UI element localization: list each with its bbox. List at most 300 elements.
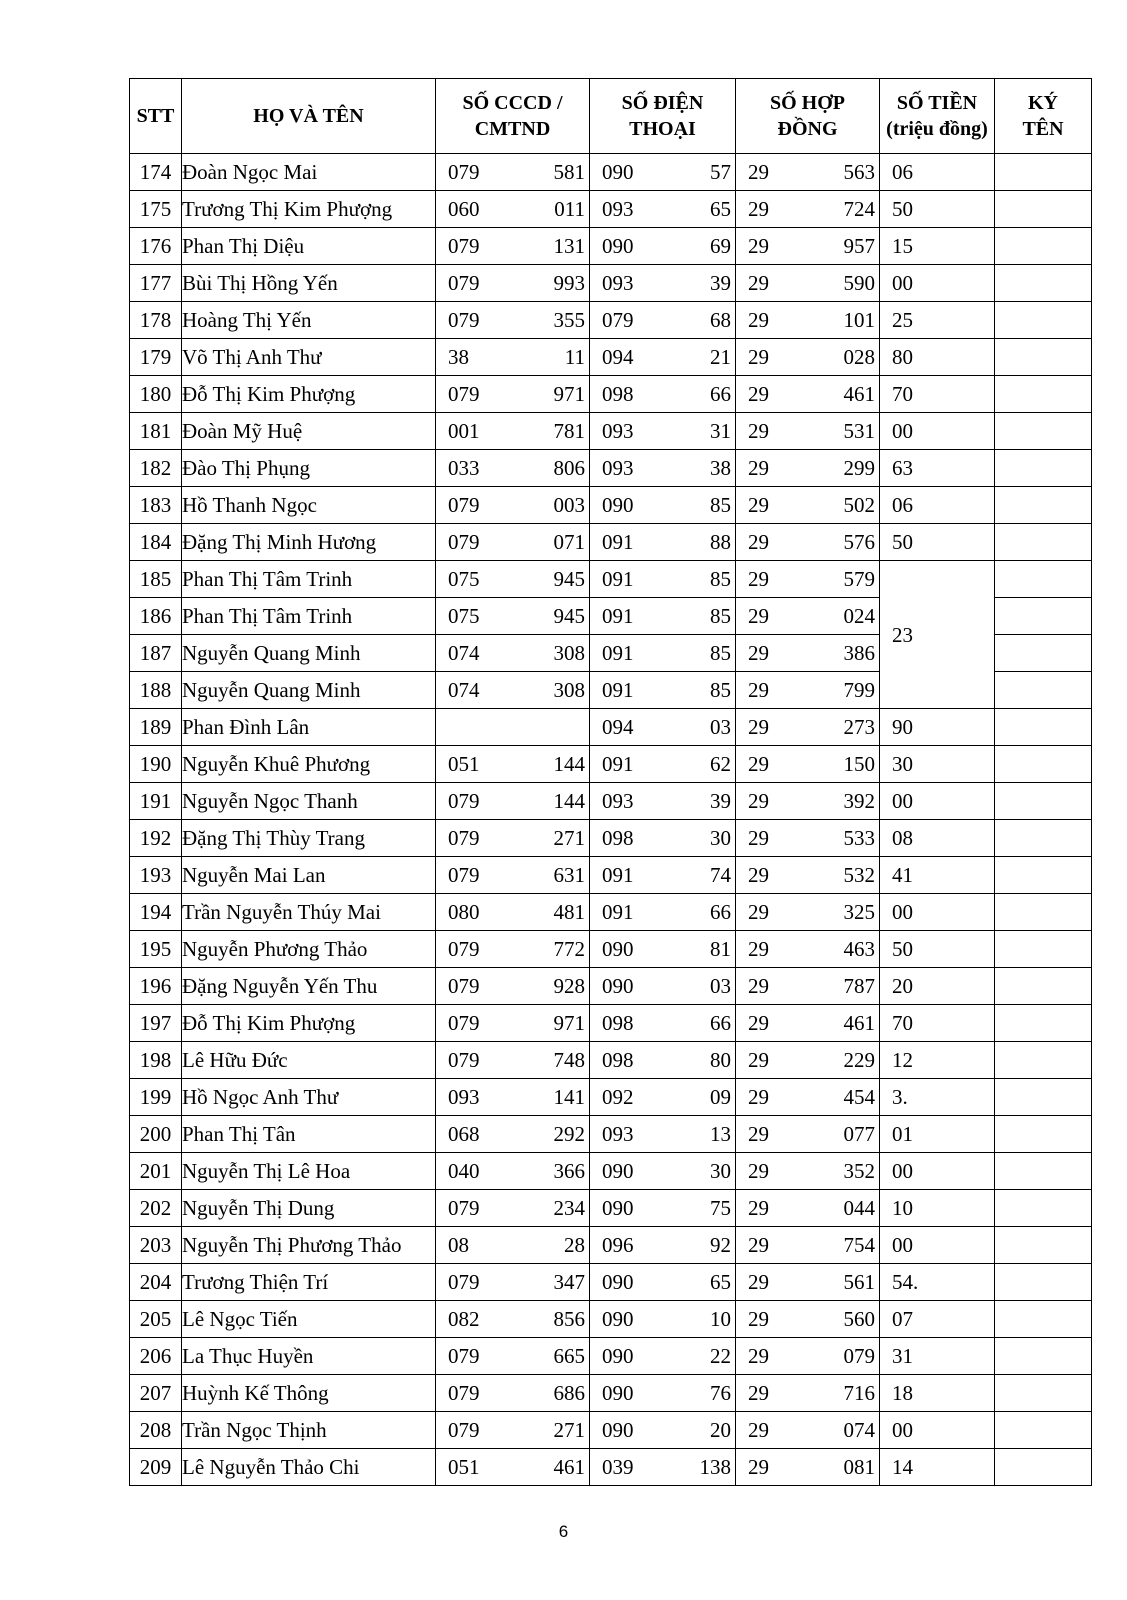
id-number [436,191,590,228]
signature-cell [995,339,1092,376]
signature-cell [995,894,1092,931]
id-number-prefix: 040 [448,1159,480,1183]
phone-number-suffix: 39 [710,271,731,295]
id-number-prefix: 38 [448,345,469,369]
phone-number [590,931,736,968]
contract-number [736,635,880,672]
amount-value: 06 [892,160,913,184]
phone-number-suffix: 03 [710,974,731,998]
signature-cell [995,1079,1092,1116]
full-name: Lê Hữu Đức [182,1042,436,1079]
phone-number [590,857,736,894]
contract-number-prefix: 29 [748,1455,769,1479]
id-number [436,968,590,1005]
id-number-suffix: 461 [553,1455,585,1479]
amount [880,1153,995,1190]
amount-value: 06 [892,493,913,517]
phone-number [590,413,736,450]
row-number: 185 [130,561,182,598]
id-number-suffix: 945 [553,604,585,628]
id-number-prefix: 079 [448,1381,480,1405]
phone-number-prefix: 039 [602,1455,634,1479]
amount [880,1449,995,1486]
id-number-suffix: 971 [553,1011,585,1035]
contract-number [736,1116,880,1153]
phone-number-suffix: 85 [710,641,731,665]
id-number [436,376,590,413]
signature-cell [995,1338,1092,1375]
full-name: Trương Thị Kim Phượng [182,191,436,228]
id-number [436,857,590,894]
signature-cell [995,302,1092,339]
table-row [130,709,1092,746]
table-row [130,524,1092,561]
table-row [130,1005,1092,1042]
signature-cell [995,191,1092,228]
phone-number [590,524,736,561]
amount [880,1116,995,1153]
amount-value: 14 [892,1455,913,1479]
id-number-suffix: 271 [553,826,585,850]
full-name: Nguyễn Thị Dung [182,1190,436,1227]
phone-number-prefix: 091 [602,863,634,887]
phone-number-suffix: 88 [710,530,731,554]
phone-number-suffix: 66 [710,1011,731,1035]
id-number [436,265,590,302]
id-number [436,524,590,561]
row-number: 177 [130,265,182,302]
amount-value: 08 [892,826,913,850]
amount [880,1227,995,1264]
table-row [130,1375,1092,1412]
amount-value: 70 [892,1011,913,1035]
phone-number-prefix: 098 [602,1011,634,1035]
phone-number-suffix: 65 [710,1270,731,1294]
row-number: 183 [130,487,182,524]
contract-number-suffix: 957 [843,234,875,258]
phone-number [590,894,736,931]
contract-number-prefix: 29 [748,1233,769,1257]
full-name: Hoàng Thị Yến [182,302,436,339]
row-number: 174 [130,154,182,191]
row-number: 199 [130,1079,182,1116]
phone-number [590,783,736,820]
amount [880,709,995,746]
id-number-prefix: 079 [448,308,480,332]
contract-number-suffix: 754 [843,1233,875,1257]
id-number-suffix: 28 [564,1233,585,1257]
contract-number [736,1079,880,1116]
contract-number [736,746,880,783]
table-header [130,79,1092,154]
amount [880,857,995,894]
amount-value: 25 [892,308,913,332]
phone-number-suffix: 39 [710,789,731,813]
full-name: Võ Thị Anh Thư [182,339,436,376]
signature-cell [995,931,1092,968]
contract-number [736,413,880,450]
id-number-prefix: 079 [448,1270,480,1294]
table-row [130,339,1092,376]
contract-number [736,561,880,598]
id-number-suffix: 308 [553,641,585,665]
contract-number [736,191,880,228]
row-number: 189 [130,709,182,746]
contract-number-prefix: 29 [748,1122,769,1146]
id-number-prefix: 079 [448,1048,480,1072]
contract-number-suffix: 716 [843,1381,875,1405]
phone-number-prefix: 093 [602,419,634,443]
contract-number-prefix: 29 [748,752,769,776]
id-number-prefix: 001 [448,419,480,443]
phone-number-suffix: 92 [710,1233,731,1257]
id-number-suffix: 806 [553,456,585,480]
amount-value: 41 [892,863,913,887]
row-number: 193 [130,857,182,894]
full-name: Đỗ Thị Kim Phượng [182,376,436,413]
contract-number [736,894,880,931]
row-number: 196 [130,968,182,1005]
id-number [436,1301,590,1338]
row-number: 186 [130,598,182,635]
contract-number [736,598,880,635]
signature-cell [995,635,1092,672]
row-number: 190 [130,746,182,783]
full-name: Lê Nguyễn Thảo Chi [182,1449,436,1486]
id-number-prefix: 093 [448,1085,480,1109]
amount [880,1190,995,1227]
full-name: Nguyễn Quang Minh [182,635,436,672]
phone-number-suffix: 30 [710,826,731,850]
id-number-prefix: 079 [448,160,480,184]
contract-number-prefix: 29 [748,900,769,924]
signature-cell [995,487,1092,524]
full-name: Trần Ngọc Thịnh [182,1412,436,1449]
phone-number [590,746,736,783]
contract-number-suffix: 799 [843,678,875,702]
amount-value: 31 [892,1344,913,1368]
contract-number-prefix: 29 [748,826,769,850]
id-number [436,450,590,487]
phone-number [590,302,736,339]
table-row [130,1338,1092,1375]
amount [880,746,995,783]
id-number-prefix: 051 [448,1455,480,1479]
row-number: 188 [130,672,182,709]
id-number-suffix: 355 [553,308,585,332]
row-number: 175 [130,191,182,228]
amount [880,1005,995,1042]
signature-cell [995,820,1092,857]
row-number: 194 [130,894,182,931]
amount [880,968,995,1005]
row-number: 192 [130,820,182,857]
amount [880,154,995,191]
full-name: Nguyễn Thị Phương Thảo [182,1227,436,1264]
row-number: 201 [130,1153,182,1190]
contract-number-suffix: 392 [843,789,875,813]
phone-number-prefix: 098 [602,826,634,850]
contract-number-suffix: 533 [843,826,875,850]
phone-number-prefix: 090 [602,160,634,184]
amount [880,265,995,302]
table-row [130,746,1092,783]
amount [880,524,995,561]
id-number [436,1227,590,1264]
table-row [130,413,1092,450]
id-number-prefix: 079 [448,974,480,998]
id-number-suffix: 292 [553,1122,585,1146]
id-number-prefix: 079 [448,1196,480,1220]
contract-number-suffix: 081 [843,1455,875,1479]
id-number-suffix: 141 [553,1085,585,1109]
amount [880,1338,995,1375]
contract-number [736,709,880,746]
contract-number-suffix: 576 [843,530,875,554]
signature-cell [995,968,1092,1005]
full-name: Trương Thiện Trí [182,1264,436,1301]
phone-number-prefix: 093 [602,271,634,295]
contract-number-suffix: 028 [843,345,875,369]
phone-number-suffix: 76 [710,1381,731,1405]
id-number-suffix: 366 [553,1159,585,1183]
id-number-prefix: 074 [448,678,480,702]
contract-number [736,524,880,561]
id-number-prefix: 079 [448,789,480,813]
table-row [130,1449,1092,1486]
signature-cell [995,450,1092,487]
contract-number-prefix: 29 [748,1418,769,1442]
contract-number [736,228,880,265]
phone-number [590,1190,736,1227]
table-row [130,191,1092,228]
id-number-prefix: 068 [448,1122,480,1146]
contract-number-prefix: 29 [748,234,769,258]
phone-number [590,154,736,191]
row-number: 195 [130,931,182,968]
amount-value: 00 [892,1418,913,1442]
contract-number-prefix: 29 [748,197,769,221]
contract-number [736,820,880,857]
id-number-suffix: 971 [553,382,585,406]
amount-value: 70 [892,382,913,406]
id-number [436,1338,590,1375]
id-number-suffix: 003 [553,493,585,517]
contract-number-suffix: 273 [843,715,875,739]
signature-cell [995,1042,1092,1079]
signature-cell [995,524,1092,561]
phone-number-suffix: 85 [710,493,731,517]
row-number: 178 [130,302,182,339]
table-row [130,561,1092,598]
table-row [130,302,1092,339]
phone-number [590,1227,736,1264]
phone-number-prefix: 096 [602,1233,634,1257]
contract-number-prefix: 29 [748,160,769,184]
amount-value: 18 [892,1381,913,1405]
phone-number-suffix: 38 [710,456,731,480]
id-number-suffix: 234 [553,1196,585,1220]
roster-table [129,78,1092,1486]
row-number: 205 [130,1301,182,1338]
contract-number-prefix: 29 [748,419,769,443]
amount-merged [880,561,995,709]
contract-number [736,154,880,191]
header-amount: SỐ TIỀN (triệu đồng) [880,79,995,154]
row-number: 206 [130,1338,182,1375]
full-name: Nguyễn Quang Minh [182,672,436,709]
id-number-suffix: 308 [553,678,585,702]
phone-number-suffix: 21 [710,345,731,369]
phone-number-suffix: 09 [710,1085,731,1109]
contract-number-prefix: 29 [748,345,769,369]
id-number [436,228,590,265]
contract-number-suffix: 561 [843,1270,875,1294]
amount [880,1412,995,1449]
amount [880,450,995,487]
phone-number-prefix: 090 [602,1418,634,1442]
phone-number-prefix: 093 [602,456,634,480]
table-row [130,154,1092,191]
id-number-prefix: 080 [448,900,480,924]
amount-value: 54. [892,1270,919,1294]
phone-number [590,1338,736,1375]
id-number-suffix: 928 [553,974,585,998]
full-name: Phan Thị Tâm Trinh [182,598,436,635]
phone-number-prefix: 079 [602,308,634,332]
row-number: 181 [130,413,182,450]
amount-value: 10 [892,1196,913,1220]
contract-number-prefix: 29 [748,715,769,739]
phone-number-prefix: 093 [602,197,634,221]
table-row [130,931,1092,968]
row-number: 182 [130,450,182,487]
id-number [436,1116,590,1153]
phone-number-prefix: 094 [602,715,634,739]
phone-number [590,1079,736,1116]
contract-number [736,1412,880,1449]
amount-value: 50 [892,530,913,554]
phone-number-prefix: 091 [602,678,634,702]
contract-number [736,1338,880,1375]
id-number [436,894,590,931]
id-number [436,783,590,820]
amount-value: 90 [892,715,913,739]
amount [880,413,995,450]
amount-value: 12 [892,1048,913,1072]
phone-number-prefix: 093 [602,789,634,813]
id-number [436,635,590,672]
phone-number-suffix: 22 [710,1344,731,1368]
phone-number-suffix: 74 [710,863,731,887]
phone-number-suffix: 10 [710,1307,731,1331]
id-number-prefix: 079 [448,937,480,961]
amount [880,302,995,339]
id-number [436,154,590,191]
table-row [130,450,1092,487]
id-number-prefix: 079 [448,530,480,554]
table-row [130,1301,1092,1338]
contract-number-suffix: 461 [843,1011,875,1035]
phone-number [590,450,736,487]
full-name: Đặng Thị Thùy Trang [182,820,436,857]
phone-number-suffix: 68 [710,308,731,332]
header-phone: SỐ ĐIỆN THOẠI [590,79,736,154]
signature-cell [995,228,1092,265]
amount [880,820,995,857]
page-number: 6 [558,1522,569,1541]
phone-number-suffix: 30 [710,1159,731,1183]
id-number [436,1005,590,1042]
signature-cell [995,1375,1092,1412]
contract-number [736,487,880,524]
amount [880,339,995,376]
contract-number [736,1042,880,1079]
contract-number-prefix: 29 [748,382,769,406]
table-row [130,1153,1092,1190]
table-row [130,1042,1092,1079]
header-contract: SỐ HỢP ĐỒNG [736,79,880,154]
id-number-prefix: 079 [448,1011,480,1035]
full-name: La Thục Huyền [182,1338,436,1375]
table-row [130,228,1092,265]
full-name: Lê Ngọc Tiến [182,1301,436,1338]
row-number: 200 [130,1116,182,1153]
contract-number-prefix: 29 [748,271,769,295]
phone-number [590,1301,736,1338]
contract-number-suffix: 531 [843,419,875,443]
full-name: Nguyễn Khuê Phương [182,746,436,783]
phone-number [590,265,736,302]
contract-number-suffix: 079 [843,1344,875,1368]
id-number [436,1264,590,1301]
id-number-prefix: 08 [448,1233,469,1257]
row-number: 176 [130,228,182,265]
id-number-prefix: 082 [448,1307,480,1331]
phone-number-suffix: 03 [710,715,731,739]
phone-number [590,561,736,598]
id-number-suffix: 347 [553,1270,585,1294]
id-number [436,339,590,376]
phone-number [590,635,736,672]
contract-number-prefix: 29 [748,1159,769,1183]
phone-number [590,1375,736,1412]
phone-number-suffix: 138 [699,1455,731,1479]
phone-number [590,339,736,376]
contract-number [736,265,880,302]
contract-number-prefix: 29 [748,604,769,628]
contract-number-suffix: 325 [843,900,875,924]
full-name: Đoàn Ngọc Mai [182,154,436,191]
id-number-prefix: 079 [448,1418,480,1442]
phone-number [590,376,736,413]
id-number [436,1449,590,1486]
amount [880,1301,995,1338]
phone-number-suffix: 85 [710,604,731,628]
phone-number-prefix: 090 [602,1381,634,1405]
row-number: 208 [130,1412,182,1449]
id-number-prefix: 051 [448,752,480,776]
table-row [130,1412,1092,1449]
id-number [436,487,590,524]
contract-number-suffix: 044 [843,1196,875,1220]
id-number [436,598,590,635]
contract-number-prefix: 29 [748,1270,769,1294]
phone-number-prefix: 090 [602,1307,634,1331]
phone-number-prefix: 090 [602,1159,634,1183]
id-number-prefix: 033 [448,456,480,480]
phone-number-prefix: 094 [602,345,634,369]
